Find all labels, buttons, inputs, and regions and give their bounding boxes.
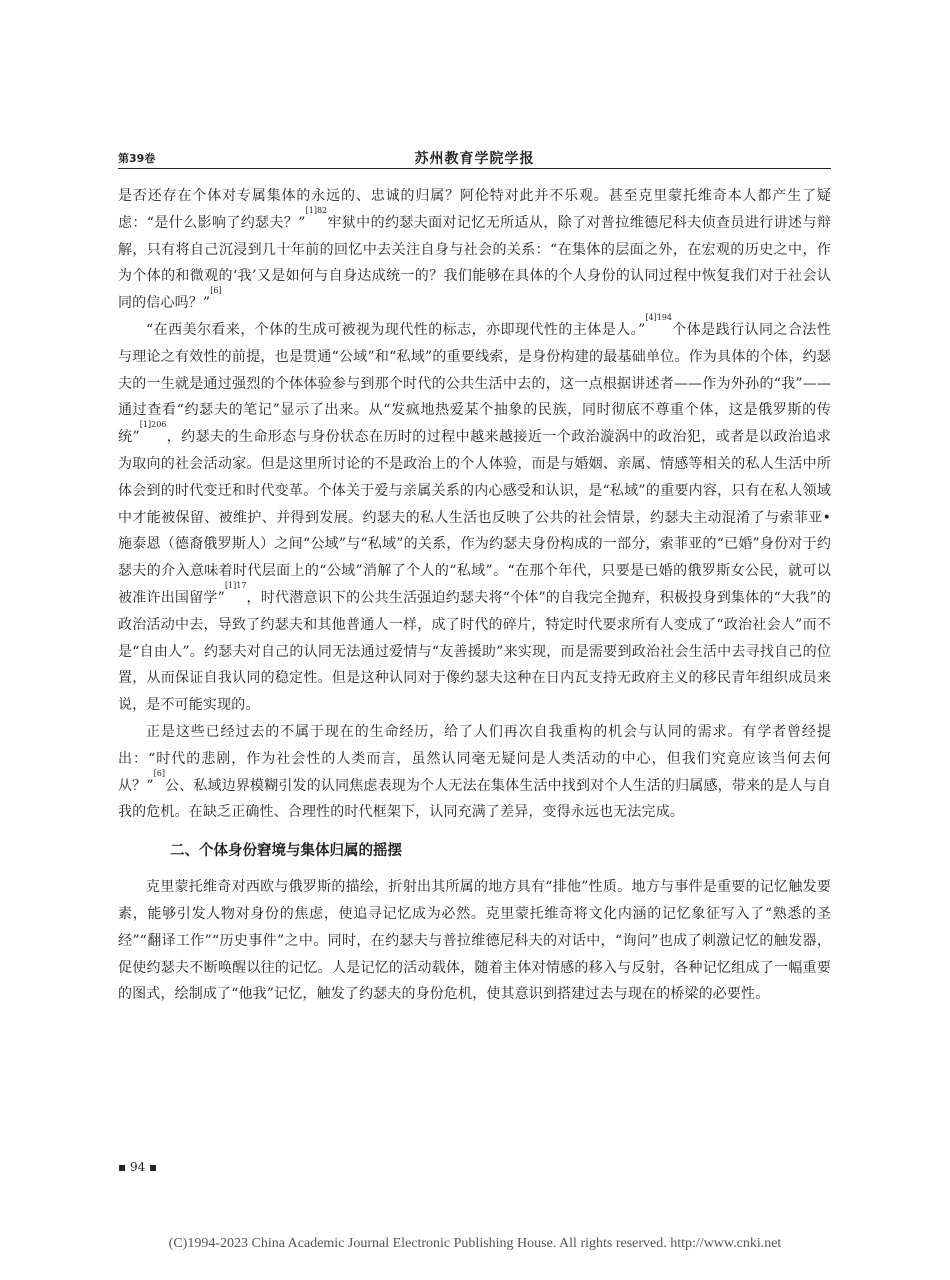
paragraph [118, 874, 831, 1008]
text-run: 个体是践行认同之合法性与理论之有效性的前提，也是贯通“公域”和“私域”的重要线索，是身份构建的最基础单位。作为具体的个体，约瑟夫的一生就是通过强烈的个体体验参与到那个时代的公共生活中去的，这一点根据讲述者——作为外孙的“我”——通过查看“约瑟夫的笔记”显示了出来。从“发疯地热爱某个抽象的民族，同时彻底不尊重个体，这是俄罗斯的传统” [118, 321, 832, 446]
citation-marker: [1]82 [305, 205, 328, 215]
text-run: 牢狱中的约瑟夫面对记忆无所适从，除了对普拉维德尼科夫侦查员进行讲述与辩解，只有将自己沉浸到几十年前的回忆中去关注自身与社会的关系：“在集体的层面之外，在宏观的历史之中，作为个体的和微观的‘我’又是如何与自身达成统一的？我们能够在具体的个人身份的认同过程中恢复我们对于社会认同的信心吗？” [118, 214, 832, 312]
running-header [118, 148, 831, 169]
citation-marker: [6] [153, 768, 165, 778]
text-run: 是否还存在个体对专属集体的永远的、忠诚的归属？阿伦特对此并不乐观。甚至克里蒙托维奇本人都产生了疑虑：“是什么影响了约瑟夫？” [118, 188, 831, 231]
paragraph [118, 719, 831, 826]
page-number: ▪ 94 ▪ [118, 1160, 158, 1174]
text-run: 正是这些已经过去的不属于现在的生命经历，给了人们再次自我重构的机会与认同的需求。有学者曾经提出：“时代的悲剧，作为社会性的人类而言，虽然认同毫无疑问是人类活动的中心，但我们究竟应该当何去何从？” [118, 723, 831, 794]
journal-title: 苏州教育学院学报 [414, 151, 535, 167]
text-run: 公、私域边界模糊引发的认同焦虑表现为个人无法在集体生活中找到对个人生活的归属感，带来的是人与自我的危机。在缺乏正确性、合理性的时代框架下，认同充满了差异，变得永远也无法完成。 [118, 777, 832, 821]
copyright-footer: (C)1994-2023 China Academic Journal Electronic Publishing House. All rights reserved. http://www.cnki.net [168, 1236, 782, 1251]
volume-label: 第39卷 [118, 152, 156, 165]
article-body [118, 183, 831, 1008]
text-run: 克里蒙托维奇对西欧与俄罗斯的描绘，折射出其所属的地方具有“排他”性质。地方与事件是重要的记忆触发要素，能够引发人物对身份的焦虑，使追寻记忆成为必然。克里蒙托维奇将文化内涵的记忆象征写入了“熟悉的圣经”“翻译工作”“历史事件”之中。同时，在约瑟夫与普拉维德尼科夫的对话中，“询问”也成了刺激记忆的触发器，促使约瑟夫不断唤醒以往的记忆。人是记忆的活动载体，随着主体对情感的移入与反射，各种记忆组成了一幅重要的图式，绘制成了“他我”记忆，触发了约瑟夫的身份危机，使其意识到搭建过去与现在的桥梁的必要性。 [118, 879, 831, 1003]
citation-marker: [4]194 [645, 312, 672, 322]
text-run: “在西美尔看来，个体的生成可被视为现代性的标志，亦即现代性的主体是人。” [146, 321, 646, 338]
citation-marker: [1]206 [139, 420, 167, 430]
text-run: ，约瑟夫的生命形态与身份状态在历时的过程中越来越接近一个政治漩涡中的政治犯，或者是以政治追求为取向的社会活动家。但是这里所讨论的不是政治上的个人体验，而是与婚姻、亲属、情感等相关的私人生活中所体会到的时代变迁和时代变革。个体关于爱与亲属关系的内心感受和认识，是“私域”的重要内容，只有在私人领域中才能被保留、被维护、并得到发展。约瑟夫的私人生活也反映了公共的社会情景，约瑟夫主动混淆了与索菲亚•施泰恩（德裔俄罗斯人）之间“公域”与“私域”的关系，作为约瑟夫身份构成的一部分，索菲亚的“已婚”身份对于约瑟夫的介入意味着时代层面上的“公域”消解了个人的“私域”。“在那个年代，只要是已婚的俄罗斯女公民，就可以被准许出国留学” [118, 429, 831, 606]
paragraph [118, 183, 831, 317]
paragraph [118, 312, 832, 719]
citation-marker: [6] [210, 286, 222, 296]
citation-marker: [1]17 [224, 580, 247, 590]
section-heading: 二、个体身份窘境与集体归属的摇摆 [170, 843, 402, 860]
text-run: ，时代潜意识下的公共生活强迫约瑟夫将“个体”的自我完全抛弃，积极投身到集体的“大我”的政治活动中去，导致了约瑟夫和其他普通人一样，成了时代的碎片，特定时代要求所有人变成了“政治社会人”而不是“自由人”。约瑟夫对自己的认同无法通过爱情与“友善援助”来实现，而是需要到政治社会生活中去寻找自己的位置，从而保证自我认同的稳定性。但是这种认同对于像约瑟夫这种在日内瓦支持无政府主义的移民青年组织成员来说，是不可能实现的。 [118, 589, 832, 714]
